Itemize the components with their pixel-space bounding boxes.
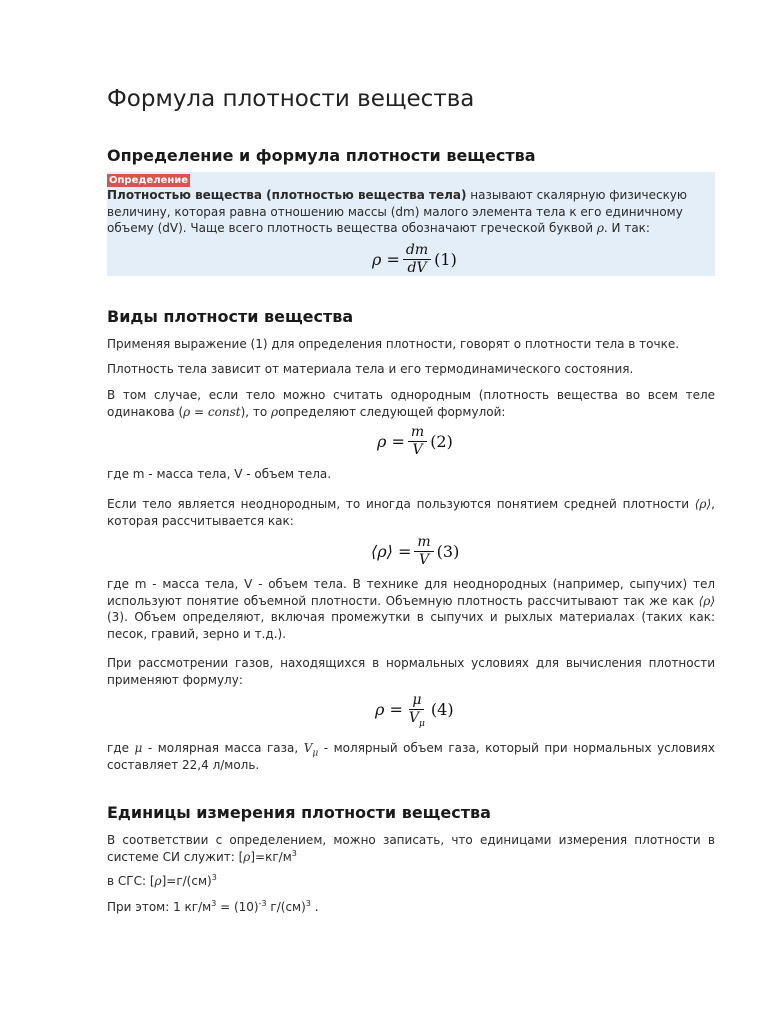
section-heading-types: Виды плотности вещества: [107, 307, 354, 326]
paragraph: в СГС: [ρ]=г/(см)$^3$: [107, 873, 217, 888]
formula-3: ⟨ρ⟩ = $\frac{m}{V}$ (3): [371, 534, 460, 568]
paragraph: где m - масса тела, V - объем тела. В технике для неоднородных (например, сыпучих) тел используют понятие объемной плотности. Объемную плотность рассчитывают так же как ⟨ρ⟩ (3). Объем определяют, включая промежутки в сыпучих и рыхлых материалах (таких как: песок, гравий, зерно и т.д.).: [107, 577, 715, 641]
definition-text: Плотностью вещества (плотностью вещества тела) называют скалярную физическую величину, которая равна отношению массы (dm) малого элемента тела к его единичному объему (dV). Чаще всего плотность вещества обозначают греческой буквой ρ. И так:: [107, 188, 688, 235]
section-heading-units: Единицы измерения плотности вещества: [107, 803, 491, 822]
paragraph: Плотность тела зависит от материала тела и его термодинамического состояния.: [107, 362, 634, 376]
paragraph: В соответствии с определением, можно записать, что единицами измерения плотности в системе СИ служит: $[\rho]=кг/м^3$: [107, 833, 715, 864]
formula-4: ρ = $\frac{\mu}{V_\mu}$ (4): [375, 692, 454, 729]
definition-badge: Определение: [109, 175, 189, 186]
formula-2: ρ = $\frac{m}{V}$ (2): [377, 424, 453, 458]
paragraph: Применяя выражение (1) для определения плотности, говорят о плотности тела в точке.: [107, 337, 680, 351]
paragraph: При этом: 1 $кг/м^3 = (10)^{-3}$ г/(см)$^3$ .: [107, 899, 319, 914]
paragraph: где m - масса тела, V - объем тела.: [107, 467, 332, 481]
paragraph: При рассмотрении газов, находящихся в нормальных условиях для вычисления плотности применяют формулу:: [107, 656, 715, 687]
definition-term: Плотностью вещества (плотностью вещества тела): [107, 188, 467, 202]
paragraph: В том случае, если тело можно считать однородным (плотность вещества во всем теле одинакова (ρ = const), то ρопределяют следующей формулой:: [107, 388, 715, 419]
paragraph: Если тело является неоднородным, то иногда пользуются понятием средней плотности ⟨ρ⟩, которая рассчитывается как:: [107, 497, 715, 528]
section-heading-definition: Определение и формула плотности вещества: [107, 146, 536, 165]
formula-1: ρ = $\frac{dm}{dV}$ (1): [372, 242, 457, 276]
paragraph: где μ - молярная масса газа, $V_\mu$ - молярный объем газа, который при нормальных условиях составляет 22,4 л/моль.: [107, 741, 715, 772]
page-title: Формула плотности вещества: [107, 86, 475, 112]
